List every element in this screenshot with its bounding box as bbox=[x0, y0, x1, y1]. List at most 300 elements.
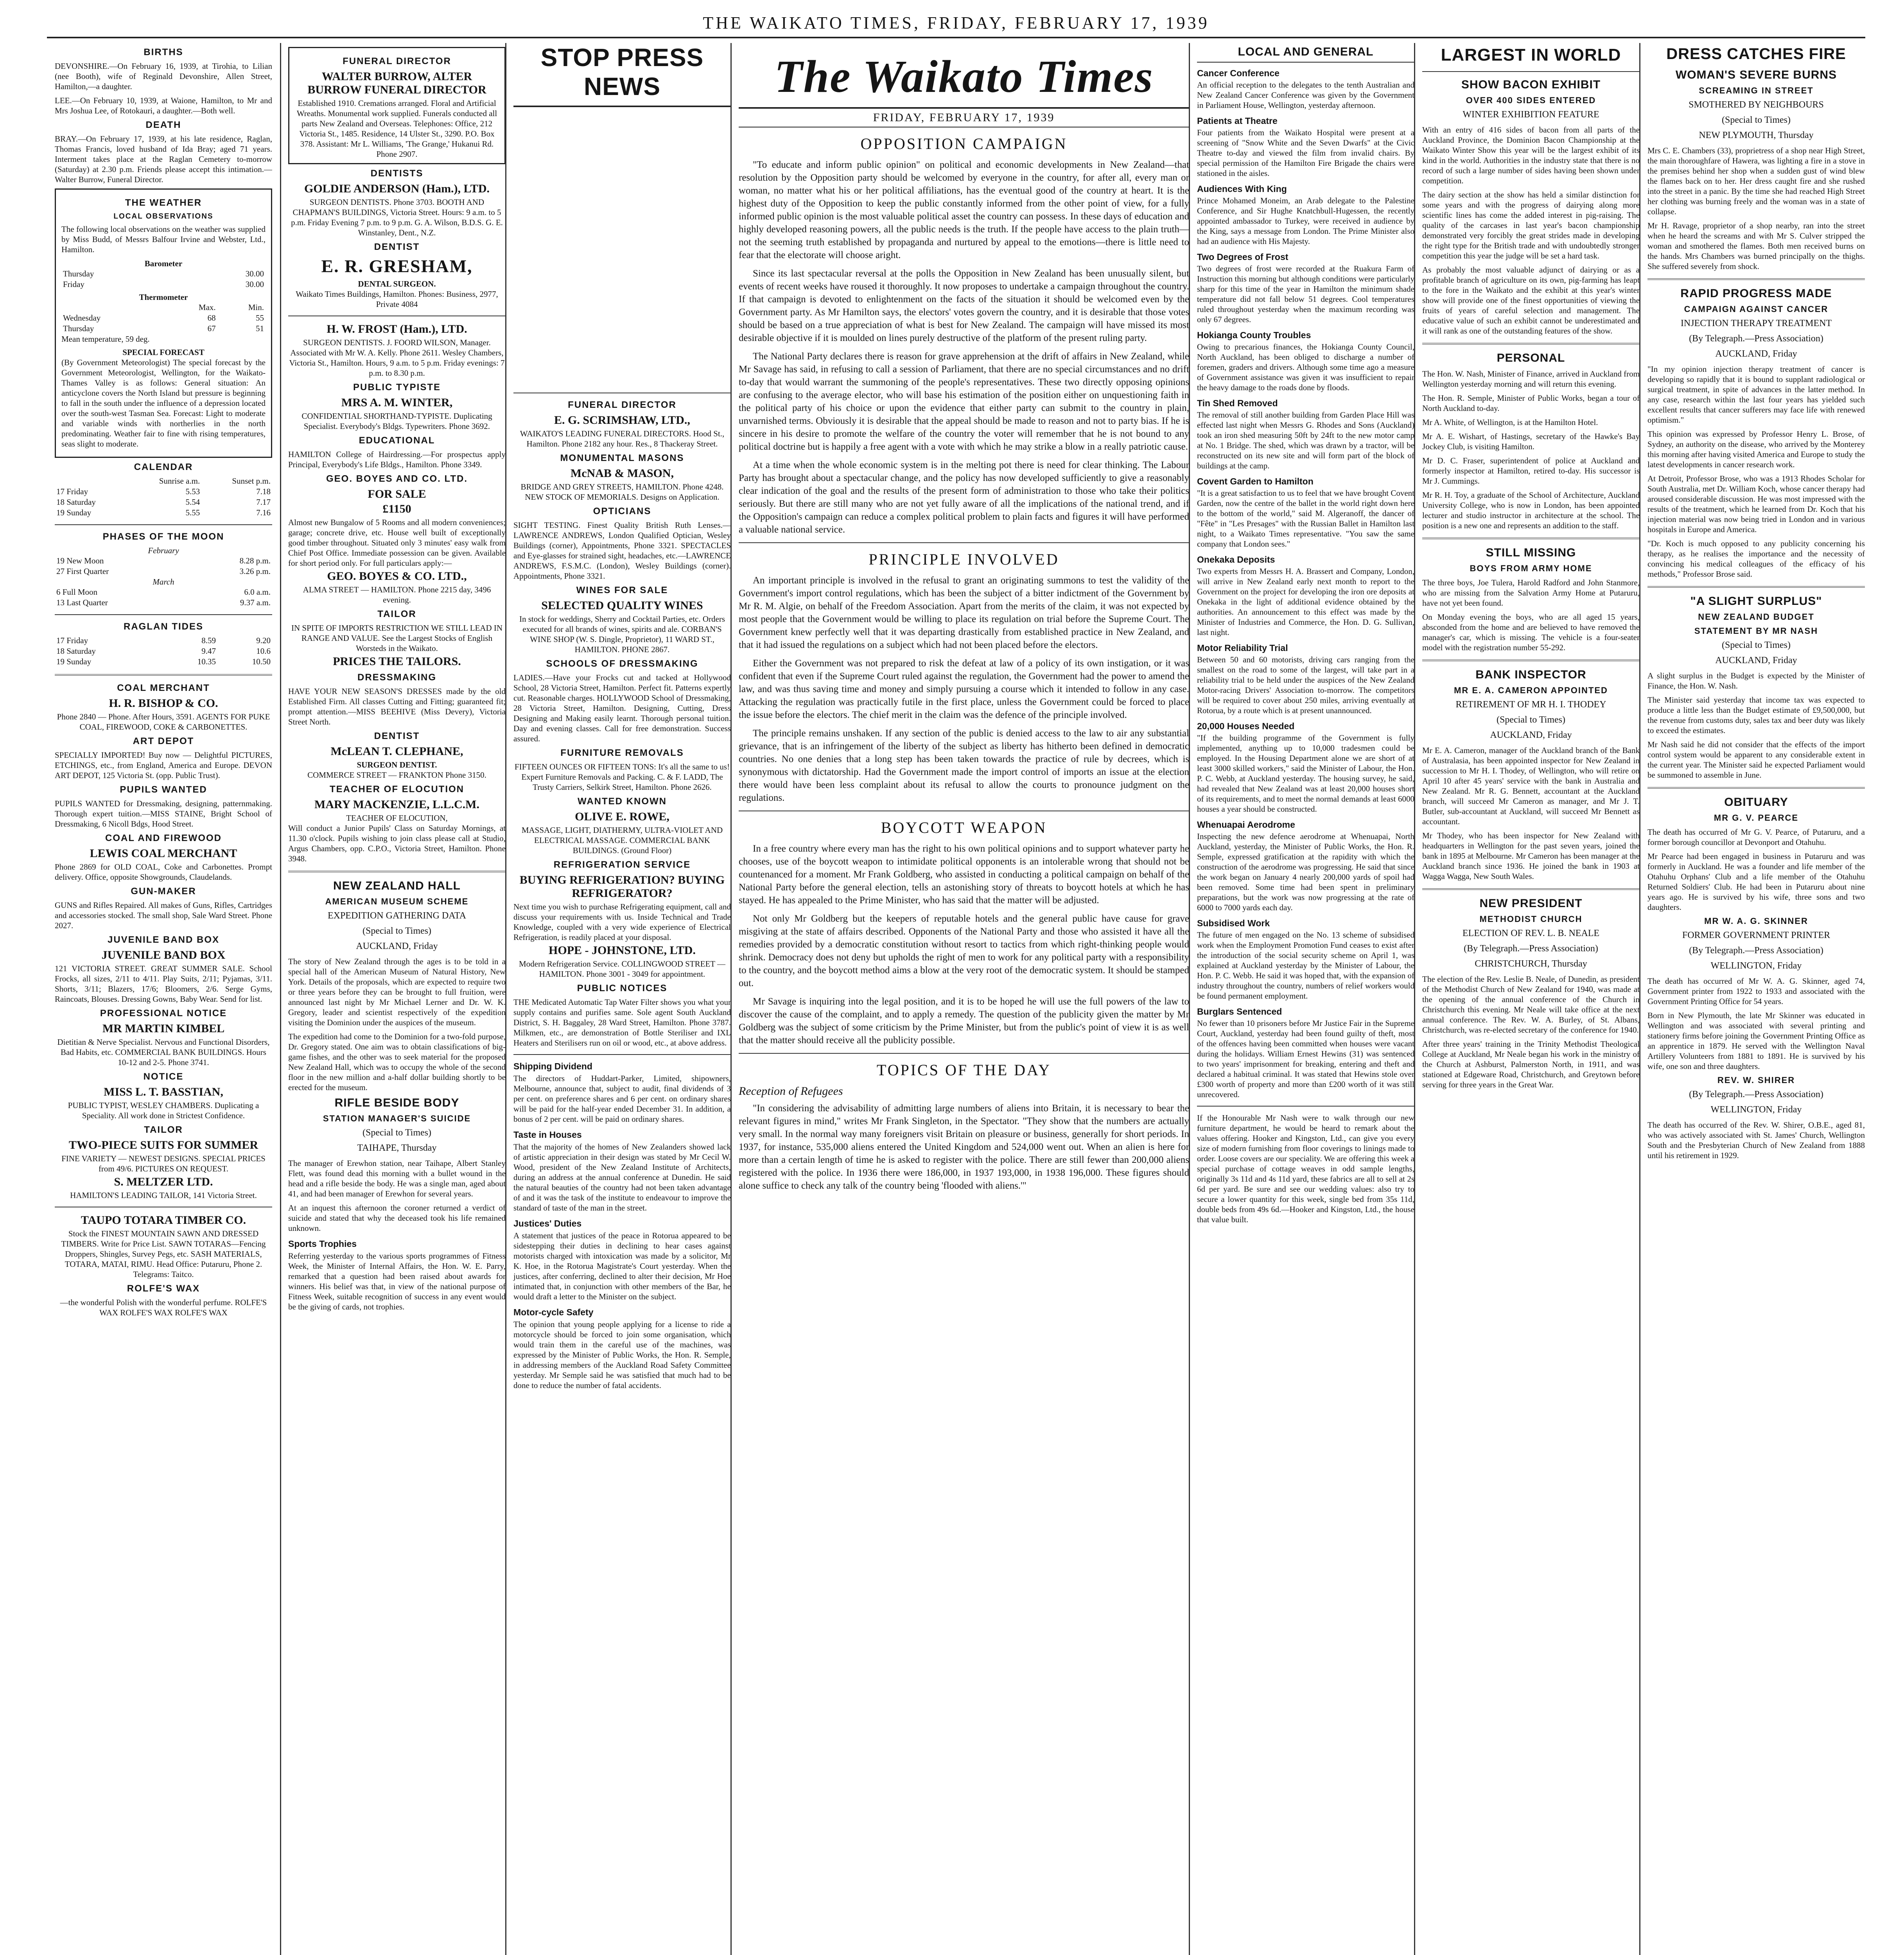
tailor-heading: TAILOR bbox=[144, 1125, 183, 1135]
article-body bbox=[288, 956, 506, 1092]
article-subheadline: NEW ZEALAND BUDGET bbox=[1698, 612, 1814, 622]
column-2 bbox=[280, 43, 506, 1955]
divider bbox=[55, 614, 272, 615]
dentist-heading: DENTIST bbox=[374, 731, 420, 741]
column-1 bbox=[55, 43, 272, 1955]
article-paragraph: The expedition had come to the Dominion for a two-fold purpose, Dr. Gregory stated. One aim was to obtain classifications of big-game fishes, and the other was to seek material for the proposed New Zealand Hall, which was to occupy the whole of the second floor in the new million and a-half dollar building shortly to be erected for the museum. bbox=[288, 1032, 506, 1092]
dentist-address: COMMERCE STREET — FRANKTON Phone 3150. bbox=[307, 770, 486, 780]
opticians-heading: OPTICIANS bbox=[593, 506, 651, 517]
item-body: Inspecting the new defence aerodrome at Whenuapai, North Auckland, yesterday, the Minister of Public Works, the Hon. R. Semple, expressed gratification at the rapidity with which the construction of the aerodrome was progressing. He said that since the work began on January 4 nearly 200,000 yards of spoil had been removed. Some time had been spent in preliminary preparations, but the work was now progressing at the rate of 6000 to 7000 yards each day. bbox=[1197, 832, 1414, 912]
table-row bbox=[55, 597, 272, 608]
tailor-text: IN SPITE OF IMPORTS RESTRICTION WE STILL LEAD IN RANGE AND VALUE. See the Largest Stocks of English Worsteds in the Waikato. bbox=[291, 623, 503, 653]
article-paragraph: On Monday evening the boys, who are all aged 15 years, absconded from the home and are believed to have removed the manager's car, which is missing. The vehicle is a four-seater model with the registration number 55-292. bbox=[1422, 612, 1640, 652]
divider bbox=[1647, 586, 1865, 588]
article-paragraph: At an inquest this afternoon the coroner returned a verdict of suicide and stated that why the deceased took his life remained unknown. bbox=[288, 1203, 506, 1233]
tailor-heading: TAILOR bbox=[377, 609, 416, 619]
editorial-paragraph: Mr Savage is inquiring into the legal position, and it is to be hoped he will use the full powers of the law to discover the cause of the complaint, and to apply a remedy. The question of the publicity given the matter by Mr Goldberg was the subject of some criticism by the Prime Minister, but from the public's point of view it is as well that the matter should receive all the publicity possible. bbox=[739, 996, 1189, 1046]
divider bbox=[1197, 1106, 1414, 1107]
table-cell: 18 Saturday bbox=[56, 646, 96, 656]
elocution-title: TEACHER OF ELOCUTION, bbox=[346, 813, 448, 823]
article-credit: (By Telegraph.—Press Association) bbox=[1464, 943, 1598, 954]
table-cell: 10.50 bbox=[252, 657, 271, 666]
art-text: SPECIALLY IMPORTED! Buy now — Delightful PICTURES, ETCHINGS, etc., from England, America and Europe. DEVON ART DEPOT, 125 Victoria St. (opp. Public Trust). bbox=[55, 750, 272, 780]
topics-body bbox=[739, 1102, 1189, 1192]
item-body: The opinion that young people applying for a license to ride a motorcycle should be forced to join some organisation, which would train them in the careful use of the machines, was expressed by the Minister of Public Works, the Hon. R. Semple, in addressing members of the Auckland Road Safety Committee yesterday. Mr Semple said he was satisfied that much had to be done to reduce the number of fatal accidents. bbox=[513, 1320, 731, 1390]
table-cell: 5.55 bbox=[185, 508, 200, 517]
forecast-text bbox=[61, 357, 266, 449]
art-heading: ART DEPOT bbox=[133, 736, 194, 746]
article-credit: (Special to Times) bbox=[362, 1128, 431, 1138]
item-heading: Burglars Sentenced bbox=[1197, 1006, 1282, 1017]
weather-intro-text: The following local observations on the weather was supplied by Miss Budd, of Messrs Balfour Irvine and Webster, Ltd., Hamilton. bbox=[61, 224, 266, 254]
article-body bbox=[1647, 364, 1865, 579]
page-header-title: THE WAIKATO TIMES, FRIDAY, FEBRUARY 17, 1939 bbox=[703, 13, 1210, 32]
article-subheadline: STATION MANAGER'S SUICIDE bbox=[323, 1114, 471, 1123]
table-cell: 9.20 bbox=[256, 636, 271, 645]
for-sale-text: Almost new Bungalow of 5 Rooms and all modern conveniences; garage; concrete drive, etc. House well built of exceptionally good timber throughout. Situated only 3 minutes' easy walk from Chief Post Office. Immediate possession can be given. Available for short period only. For full particulars apply:— bbox=[288, 518, 506, 568]
article-paragraph: The three boys, Joe Tulera, Harold Radford and John Stanmore, who are missing from the Salvation Army Home at Putaruru, have not yet been found. bbox=[1422, 578, 1640, 608]
table-row bbox=[55, 656, 272, 667]
dentists-heading: DENTISTS bbox=[370, 168, 424, 179]
article-credit: (Special to Times) bbox=[1721, 115, 1791, 125]
item-heading: Tin Shed Removed bbox=[1197, 398, 1278, 408]
column-editorial bbox=[730, 43, 1189, 1955]
funeral-text: Established 1910. Cremations arranged. Floral and Artificial Wreaths. Monumental work supplied. Funerals conducted all parts New Zealand and Overseas. Telephones: Office, 212 Victoria St., 1485. Residence, 14 Ulster St., 3290. P.O. Box 378. Assistant: Mr L. Williams, 'The Grange,' Hukanui Rd. Phone 2907. bbox=[296, 99, 497, 159]
article-paragraph: The death has occurred of Mr G. V. Pearce, of Putaruru, and a former borough councillor at Devonport and Otahuhu. bbox=[1647, 827, 1865, 847]
elocution-heading: TEACHER OF ELOCUTION bbox=[330, 784, 464, 795]
barometer-day: Friday bbox=[63, 280, 84, 289]
editorial-paragraph: The principle remains unshaken. If any section of the public is denied access to the law to air any substantial grievance, that is an infringement of the liberty of the subject as liberty has hitherto been defined in democratic countries. No one denies that a long step has been taken towards the practice of rule by decrees, which is synonymous with dictatorship. Had the Government made the import control of imports an issue at the election there would have been less complaint about its refusal to allow the courts to pronounce judgment on the regulations. bbox=[739, 728, 1189, 803]
editorial-paragraph: At a time when the whole economic system is in the melting pot there is need for clear thinking. The Labour Party has brought about a spectacular change, and the policy has now developed sufficiently to give a reasonably clear indication of the goal and the results of the present form of administration to those who take their politics seriously. But there are still many who are not yet fully aware of all the implications of the national trend, and if the Opposition's campaign can reduce a complex political problem to plain facts and figures it will have performed a valuable national service. bbox=[739, 460, 1189, 535]
table-cell: 6 Full Moon bbox=[56, 587, 98, 597]
article-paragraph: After three years' training in the Trinity Methodist Theological College at Auckland, Mr Neale began his work in the ministry of the Church at Ashburst, Palmerston North, in 1911, and was stationed at Edgeware Road, Christchurch, and Greytown before serving for three years in the Great War. bbox=[1422, 1039, 1640, 1089]
advertorial-body: If the Honourable Mr Nash were to walk through our new furniture department, he would be heard to remark about the values offering. Hooker and Kingston, Ltd., can give you every size of modern furnishing from floor coverings to linings made to order. Loose covers are our speciality. We are offering this week a special purchase of cottage weaves in odd sample lengths, originally 3s 11d and 4s 11d yard, these fabrics are all to sell at 2s 6d per yard. Be sure and see our wedding values: also try to secure a lower quantity for this week, single bed from 35s 11d, double beds from 49s 6d.—Hooker and Kingston, Ltd., the house that value built. bbox=[1197, 1113, 1414, 1224]
funeral-text: WAIKATO'S LEADING FUNERAL DIRECTORS. Hood St., Hamilton. Phone 2182 any hour. Res., 8 Thackeray Street. bbox=[520, 429, 725, 448]
article-paragraph: Born in New Plymouth, the late Mr Skinner was educated in Wellington and was associated with several printing and stationery firms before joining the Government Printing Office as an apprentice in 1879. He served with the Wellington Naval Artillery Volunteers from 1881 to 1891. He is survived by his wife, one son and three daughters. bbox=[1647, 1011, 1865, 1071]
article-subheadline: INJECTION THERAPY TREATMENT bbox=[1680, 318, 1832, 328]
dentist-title: SURGEON DENTIST. bbox=[357, 760, 437, 769]
notice-text: PUBLIC TYPIST, WESLEY CHAMBERS. Duplicating a Speciality. All work done in Strictest Confidence. bbox=[68, 1101, 259, 1120]
divider bbox=[288, 871, 506, 872]
birth-notice: LEE.—On February 10, 1939, at Waione, Hamilton, to Mr and Mrs Joshua Lee, of Rotokauri, a daughter.—Both well. bbox=[55, 96, 272, 115]
item-heading: Shipping Dividend bbox=[513, 1061, 592, 1071]
article-dateline: AUCKLAND, Friday bbox=[356, 941, 438, 951]
editorial-paragraph: The National Party declares there is reason for grave apprehension at the drift of affairs in New Zealand, while Mr Savage has said, in refusing to call a session of Parliament, that there are no special circumstances and no drift to-day that would warrant the summoning of the people's representatives. These two directly opposing opinions are confusing to the average elector, who will base his estimation of the position either on unquestioning faith in the political party of his choice or upon the evidence that either party can submit to the country in plain, unvarnished terms. Obviously it is desirable that the appeal should be made to reason and not to party bias. If he is sincere in his desire to promote the welfare of the country the voter will remember that he is not bound to any political doctrine but is happily a free agent with a vote with which he may strike a blow in a really patriotic cause. bbox=[739, 351, 1189, 452]
notice-advertiser: MISS L. T. BASSTIAN, bbox=[104, 1085, 223, 1098]
topics-paragraph: "In considering the advisability of admitting large numbers of aliens into Britain, it is necessary to bear the relevant figures in mind," writes Mr Frank Singleton, in the Spectator. "They show that the numbers are actually very small. In the normal way many foreigners visit Britain on pleasure or business, generally for short periods. In 1937, for instance, 535,000 aliens entered the United Kingdom and 524,000 went out. When an alien is here for more than a certain length of time he is asked to register with the police. There are still fewer than 200,000 aliens registered with the police. In 1936 there were 186,000, in 1937 193,000, in 1938 196,000. These figures should alone suffice to check any talk of the country being 'flooded with aliens.'" bbox=[739, 1103, 1189, 1191]
article-paragraph: The Minister said yesterday that income tax was expected to produce a little less than the Budget estimate of £9,500,000, but the revenue from customs duty, sales tax and beer duty was likely to exceed the estimates. bbox=[1647, 695, 1865, 735]
article-body bbox=[1422, 974, 1640, 1090]
article-headline: DRESS CATCHES FIRE bbox=[1666, 45, 1846, 63]
table-row bbox=[61, 313, 266, 323]
item-heading: Whenuapai Aerodrome bbox=[1197, 820, 1295, 830]
article-dateline: AUCKLAND, Friday bbox=[1715, 655, 1797, 665]
tides-heading: RAGLAN TIDES bbox=[124, 621, 203, 632]
masthead-logo: The Waikato Times bbox=[774, 51, 1154, 102]
item-heading: Taste in Houses bbox=[513, 1130, 582, 1140]
editorial-paragraph: In a free country where every man has the right to his own political opinions and to support whatever party he chooses, use of the boycott weapon to intimidate political opponents is an intolerable wrong that should not be countenanced for a moment. Mr Frank Goldberg, who assisted in conducting a political campaign on behalf of the National Party before the general election, tells an astonishing story of threats to boycott hotels at which he has stayed. He has appealed to the Prime Minister, who has said that the matter will be adjusted. bbox=[739, 843, 1189, 906]
removals-text: FIFTEEN OUNCES OR FIFTEEN TONS: It's all the same to us! Expert Furniture Removals and Packing. C. & F. LADD, The Trusty Carriers, Selkirk Street, Hamilton. Phone 2626. bbox=[514, 762, 730, 792]
item-body: Between 50 and 60 motorists, driving cars ranging from the smallest on the road to some of the largest, will take part in a reliability trial to be held under the auspices of the New Zealand Motor-racing Drivers' Association to-morrow. The competitors will be required to cover about 250 miles, arriving eventually at Rotorua, by a route which is at present unannounced. bbox=[1197, 655, 1414, 715]
divider bbox=[1422, 660, 1640, 661]
table-cell: Thursday bbox=[63, 324, 94, 333]
article-paragraph: Mr E. A. Cameron, manager of the Auckland branch of the Bank of Australasia, has been appointed inspector for New Zealand in succession to Mr H. I. Thodey, of Wellington, who will retire on April 10 after 45 years' service with the bank in Australia and New Zealand. Mr R. G. Bennett, accountant at the Auckland branch, will succeed Mr Cameron as manager, and Mr J. T. Butler, sub-accountant at Auckland, will succeed Mr Bennett as accountant. bbox=[1422, 746, 1640, 826]
item-heading: Audiences With King bbox=[1197, 184, 1287, 194]
item-heading: Subsidised Work bbox=[1197, 918, 1270, 928]
article-subheadline: WINTER EXHIBITION FEATURE bbox=[1463, 109, 1599, 120]
refrigeration-text: Next time you wish to purchase Refrigerating equipment, call and discuss your requirements with us. Inside Technical and Trade Knowledge, coupled with a very wide experience of Electrical Refrigeration, is readily placed at your disposal. bbox=[513, 902, 731, 942]
dentist-text: SURGEON DENTISTS. J. FOORD WILSON, Manager. Associated with Mr W. A. Kelly. Phone 2611. Wesley Chambers, Victoria St., Hamilton. Hours, 9 a.m. to 5 p.m. Friday evenings: 7 p.m. to 8.30 p.m. bbox=[289, 338, 505, 378]
weather-subheading: LOCAL OBSERVATIONS bbox=[113, 212, 214, 221]
personal-items bbox=[1422, 369, 1640, 531]
juvenile-text: 121 VICTORIA STREET. GREAT SUMMER SALE. School Frocks, all sizes, 2/11 to 4/11. Play Suits, 2/11; Pyjamas, 3/11. Shorts, 3/11; Blazers, 17/6; Bloomers, 2/6. Serge Gyms, Raincoats, Blouses. Dressing Gowns, Baby Wear. Send for list. bbox=[55, 964, 272, 1004]
divider bbox=[739, 1053, 1189, 1054]
article-body bbox=[1422, 578, 1640, 653]
for-sale-address: ALMA STREET — HAMILTON. Phone 2215 day, 3496 evening. bbox=[303, 585, 491, 604]
barometer-value: 30.00 bbox=[245, 269, 264, 278]
educational-heading: EDUCATIONAL bbox=[359, 435, 435, 446]
table-cell: 5.53 bbox=[185, 487, 200, 496]
forecast-heading: SPECIAL FORECAST bbox=[122, 348, 205, 357]
item-body: The future of men engaged on the No. 13 scheme of subsidised work when the Employment Promotion Fund ceases to exist after the introduction of the social security scheme on April 1, was explained at Auckland yesterday by the Minister of Labour, the Hon. P. C. Webb. He said it was hoped that, with the expansion of industry throughout the country, numbers of relief workers would be found permanent employment. bbox=[1197, 930, 1414, 1001]
item-body: The directors of Huddart-Parker, Limited, shipowners, Melbourne, announce that, subject to audit, final dividends of 3 per cent. on preference shares and 6 per cent. on ordinary shares will be paid for the half-year ended December 31. In addition, a bonus of 2 per cent. will be paid on ordinary shares. bbox=[513, 1074, 731, 1124]
divider bbox=[55, 674, 272, 676]
table-row bbox=[61, 269, 266, 279]
tailor-text: FINE VARIETY — NEWEST DESIGNS. SPECIAL PRICES from 49/6. PICTURES ON REQUEST. bbox=[61, 1154, 266, 1173]
moon-table-february bbox=[55, 556, 272, 577]
table-cell: 68 bbox=[207, 313, 216, 323]
article-paragraph: Mrs C. E. Chambers (33), proprietress of a shop near High Street, the main thoroughfare of Hawera, was lighting a fire in a stove in the premises behind her shop when a sudden gust of wind blew the flames back on to her. Her dress caught fire and she rushed into the street in a panic. By the time she had reached High Street her clothing was burning freely and the woman was in a state of collapse. bbox=[1647, 146, 1865, 216]
table-row bbox=[61, 279, 266, 290]
notice-heading: NOTICE bbox=[143, 1071, 184, 1082]
article-paragraph: Mr Pearce had been engaged in business in Putaruru and was formerly in Auckland. He was a founder and life member of the Otahuhu Orphans' Club and a life member of the Otahuhu Returned Soldiers' Club. He had been in Putaruru about nine years ago. He is survived by his wife, three sons and two daughters. bbox=[1647, 852, 1865, 912]
table-cell: 13 Last Quarter bbox=[56, 598, 108, 607]
item-body: Owing to precarious finances, the Hokianga County Council, North Auckland, has been obliged to discharge a number of foremen, graders and drivers. Although some time ago a measure of Government assistance was given it was insufficient to repair the heavy damage to the roads done by floods. bbox=[1197, 342, 1414, 392]
article-subheadline: REV. W. SHIRER bbox=[1717, 1075, 1795, 1085]
article-subheadline: AMERICAN MUSEUM SCHEME bbox=[325, 897, 469, 906]
refrigeration-advertiser: BUYING REFRIGERATION? BUYING REFRIGERATOR? bbox=[519, 873, 725, 900]
item-body: "If the building programme of the Government is fully implemented, anything up to 10,000 tradesmen could be employed. In the Housing Department alone we are short of at least 3000 skilled workers," said the Minister of Labour, the Hon. P. C. Webb, at Auckland yesterday. The housing survey, he said, had revealed that New Zealand was at least 20,000 houses short of its requirements, and to meet the normal demands at least 6000 houses a year should be constructed. bbox=[1197, 733, 1414, 814]
divider bbox=[513, 1054, 731, 1055]
article-body bbox=[1647, 671, 1865, 780]
refrigeration-advertiser-2: HOPE - JOHNSTONE, LTD. bbox=[549, 944, 696, 957]
calendar-table bbox=[55, 476, 272, 518]
item-heading: Sports Trophies bbox=[288, 1239, 357, 1249]
elocution-advertiser: MARY MACKENZIE, L.L.C.M. bbox=[314, 798, 479, 811]
item-heading: Two Degrees of Frost bbox=[1197, 252, 1288, 262]
death-notice bbox=[55, 134, 272, 185]
item-body: The removal of still another building from Garden Place Hill was effected last night when Messrs G. Rhodes and Sons (Auckland) took an iron shed measuring 50ft by 24ft to the new motor camp at No. 1 Bridge. The shed, which was drawn by a tractor, will be reconstructed on its new site and will form part of the block of buildings at the camp. bbox=[1197, 410, 1414, 470]
moon-month: March bbox=[153, 577, 174, 586]
article-paragraph: Mr H. Ravage, proprietor of a shop nearby, ran into the street when he heard the screams and with Mr S. Culver stripped the woman and smothered the flames. Both men received burns on the hands. Mrs Chambers was burned principally on the thighs. She suffered severely from shock. bbox=[1647, 221, 1865, 271]
column-header bbox=[61, 302, 165, 313]
table-cell: 55 bbox=[256, 313, 264, 323]
item-body: Two experts from Messrs H. A. Brassert and Company, London, will arrive in New Zealand early next month to report to the Government on the project for developing the iron ore deposits at Onekaka in the light of additional evidence obtained by the authorities. An announcement to this effect was made by the Minister of Industries and Commerce, the Hon. D. G. Sullivan, last night. bbox=[1197, 567, 1414, 637]
column-header: Min. bbox=[248, 303, 264, 312]
article-dateline: CHRISTCHURCH, Thursday bbox=[1475, 959, 1587, 969]
article-subheadline: ELECTION OF REV. L. B. NEALE bbox=[1462, 928, 1600, 938]
article-dateline: WELLINGTON, Friday bbox=[1710, 961, 1802, 971]
article-subheadline: METHODIST CHURCH bbox=[1479, 914, 1583, 924]
article-headline: NEW ZEALAND HALL bbox=[333, 879, 461, 892]
article-body bbox=[1647, 1120, 1865, 1160]
article-dateline: TAIHAPE, Thursday bbox=[357, 1143, 437, 1153]
table-header-row bbox=[61, 302, 266, 313]
thermometer-table bbox=[61, 302, 266, 334]
professional-advertiser: MR MARTIN KIMBEL bbox=[102, 1022, 225, 1035]
article-paragraph: Mr Thodey, who has been inspector for New Zealand with headquarters in Wellington for the past seven years, joined the bank in 1895 at Melbourne. Mr Cameron has been manager at the Auckland branch since 1936. He joined the bank in 1903 at Wagga Wagga, New South Wales. bbox=[1422, 831, 1640, 881]
table-row bbox=[55, 556, 272, 566]
article-credit: (By Telegraph.—Press Association) bbox=[1689, 334, 1823, 344]
article-subheadline: EXPEDITION GATHERING DATA bbox=[327, 911, 467, 921]
article-paragraph: The death has occurred of the Rev. W. Shirer, O.B.E., aged 81, who was actively associated with St. James' Church, Wellington South and the Presbyterian Church of New Zealand from 1888 until his retirement in 1929. bbox=[1647, 1120, 1865, 1160]
table-row bbox=[55, 508, 272, 518]
weather-heading: THE WEATHER bbox=[125, 197, 202, 208]
table-row bbox=[55, 635, 272, 646]
funeral-director-ad bbox=[288, 47, 506, 164]
barometer-heading: Barometer bbox=[144, 259, 183, 268]
editorial-paragraph: "To educate and inform public opinion" on political and economic developments in New Zealand—that resolution by the Opposition party should be welcomed by everyone in the country, for after all, every man or woman, no matter what his or her political affiliations, has the eventual good of the country at heart. It is the highest duty of the Opposition to keep the public constantly informed from the other point of view, for a fully informed public opinion is the most valuable political asset the country can possess. In these days of education and highly developed reasoning powers, all the public needs is the truth. If the people have access to the plain truth—not the seeming truth established by propaganda and nurtured by appeal to the emotions—there is little need to fear that the electorate will choose aright. bbox=[739, 160, 1189, 260]
column-local-general bbox=[1189, 43, 1414, 1955]
public-notices-text: THE Medicated Automatic Tap Water Filter shows you what your supply contains and purifies same. Sole agent South Auckland District, S. H. Baggaley, 28 Ward Street, Hamilton. Phone 3787. Milkmen, etc., are demonstration of Bottle Steriliser and IXL Heaters and Sterilisers run on oil or wood, etc., at above address. bbox=[513, 997, 731, 1047]
table-cell: 17 Friday bbox=[56, 636, 88, 645]
typist-advertiser: MRS A. M. WINTER, bbox=[341, 396, 453, 409]
article-paragraph: The election of the Rev. Leslie B. Neale, of Dunedin, as president of the Methodist Church of New Zealand for 1940, was made at the opening of the annual conference of the Church in Christchurch this evening. Mr Neale will take office at the next annual conference. The Rev. W. A. Burley, of St. Albans, Christchurch, was re-elected secretary of the conference for 1940. bbox=[1422, 974, 1640, 1035]
monumental-heading: MONUMENTAL MASONS bbox=[560, 453, 684, 463]
table-cell: 9.37 a.m. bbox=[240, 598, 271, 607]
article-headline: RAPID PROGRESS MADE bbox=[1680, 287, 1832, 300]
dentist-heading: DENTIST bbox=[374, 242, 420, 252]
public-notices-heading: PUBLIC NOTICES bbox=[577, 983, 668, 994]
monumental-advertiser: McNAB & MASON, bbox=[570, 467, 674, 480]
table-row bbox=[55, 587, 272, 597]
item-heading: Patients at Theatre bbox=[1197, 116, 1278, 126]
table-cell: 7.17 bbox=[256, 497, 271, 507]
column-header: Sunrise a.m. bbox=[159, 476, 200, 486]
coal-text: Phone 2840 — Phone. After Hours, 3591. AGENTS FOR PUKE COAL, FIREWOOD, COKE & CARBONETTES. bbox=[57, 712, 270, 732]
educational-text: HAMILTON College of Hairdressing.—For prospectus apply Principal, Everybody's Life Bldgs., Hamilton. Phone 3349. bbox=[288, 450, 506, 469]
wines-advertiser: SELECTED QUALITY WINES bbox=[541, 599, 703, 612]
mean-temperature: Mean temperature, 59 deg. bbox=[61, 334, 150, 344]
article-paragraph: With an entry of 416 sides of bacon from all parts of the Auckland Province, the Dominion Bacon Championship at the Waikato Winter Show this year will be the largest exhibit of its kind in the world. Authorities in the industry state that there is no record of such a large number of sides having been shown under competition. bbox=[1422, 125, 1640, 185]
editorial-title: PRINCIPLE INVOLVED bbox=[869, 551, 1059, 568]
article-credit: (By Telegraph.—Press Association) bbox=[1689, 1089, 1823, 1099]
column-header: Sunset p.m. bbox=[232, 476, 271, 486]
wines-heading: WINES FOR SALE bbox=[576, 585, 668, 595]
article-credit: (Special to Times) bbox=[362, 926, 431, 936]
item-heading: Covent Garden to Hamilton bbox=[1197, 476, 1314, 486]
local-items bbox=[1197, 68, 1414, 1225]
personal-paragraph: Mr A. E. Wishart, of Hastings, secretary of the Hawke's Bay Jockey Club, is visiting Hamilton. bbox=[1422, 432, 1640, 451]
article-body bbox=[1422, 745, 1640, 881]
article-headline: BANK INSPECTOR bbox=[1475, 668, 1586, 681]
item-body: Two degrees of frost were recorded at the Ruakura Farm of Instruction this morning but although conditions were particularly sharp for this time of the year in Hamilton the minimum shade temperature did not fall below 51 degrees. Cool temperatures ruled throughout yesterday when the maximum recording was only 67 degrees. bbox=[1197, 264, 1414, 324]
item-body: That the majority of the homes of New Zealanders showed lack of artistic appreciation in their design was stated by Mr Cecil W. Wood, president of the New Zealand Institute of Architects, during an address at the annual conference at Dunedin. He said the natural beauties of the country had not been taken advantage of and it was the task of the institute to endeavour to improve the standard of taste of the man in the street. bbox=[513, 1142, 731, 1212]
article-subheadline: MR E. A. CAMERON APPOINTED bbox=[1454, 685, 1608, 695]
refrigeration-heading: REFRIGERATION SERVICE bbox=[553, 859, 691, 870]
table-header-row bbox=[55, 476, 272, 486]
article-body bbox=[1422, 125, 1640, 336]
dentist-title: DENTAL SURGEON. bbox=[358, 279, 436, 289]
item-heading: Motor-cycle Safety bbox=[513, 1307, 594, 1317]
table-cell: Wednesday bbox=[63, 313, 101, 323]
for-sale-heading: GEO. BOYES AND CO. LTD. bbox=[326, 474, 468, 484]
article-body bbox=[1647, 827, 1865, 912]
article-subheadline: BOYS FROM ARMY HOME bbox=[1470, 563, 1592, 573]
item-heading: Hokianga County Troubles bbox=[1197, 330, 1311, 340]
article-paragraph: A slight surplus in the Budget is expected by the Minister of Finance, the Hon. W. Nash. bbox=[1647, 671, 1865, 691]
item-body: Four patients from the Waikato Hospital were present at a screening of "Snow White and the Seven Dwarfs" at the Civic Theatre to-day and viewed the film from invalid chairs. By special permission of the Hamilton Fire Brigade the chairs were stationed in the aisles. bbox=[1197, 128, 1414, 178]
gun-text: GUNS and Rifles Repaired. All makes of Guns, Rifles, Cartridges and accessories stocked. The small shop, Sale Ward Street. Phone 2027. bbox=[55, 900, 272, 930]
table-cell: 18 Saturday bbox=[56, 497, 96, 507]
moon-table-march bbox=[55, 587, 272, 608]
table-cell: 19 Sunday bbox=[56, 657, 92, 666]
article-paragraph: The dairy section at the show has held a similar distinction for some years and with the progress of dairying along more scientific lines has come the added interest in pig-raising. The quality of the carcases in last year's bacon championship demonstrated very forcibly the great strides made in developing the right type for the British trade and with undoubtedly stronger competition this year the judge will be set a hard task. bbox=[1422, 190, 1640, 260]
stop-press-heading: STOP PRESS NEWS bbox=[513, 43, 731, 107]
divider bbox=[1422, 71, 1640, 72]
article-headline: LARGEST IN WORLD bbox=[1441, 45, 1621, 65]
article-paragraph: Mr Nash said he did not consider that the effects of the import control system would be apparent to any considerable extent in the current year. The Minister said he expected Parliament would be summoned to assemble in June. bbox=[1647, 740, 1865, 780]
divider bbox=[1422, 888, 1640, 890]
professional-heading: PROFESSIONAL NOTICE bbox=[100, 1008, 227, 1019]
article-body bbox=[288, 1158, 506, 1233]
editorial-paragraph: An important principle is involved in the refusal to grant an originating summons to test the validity of the Government's import control regulations, which has been the subject of a bitter indictment of the Government by Mr R. M. Algie, on behalf of the Freedom Association. Apart from the merits of the claim, it was not expected by most people that the Government would be willing to place its regulation on trial before the Supreme Court. The Government knew perfectly well that it was departing drastically from established practice in New Zealand, and that it had issued the regulations on a subject which had not been placed before the electors. bbox=[739, 575, 1189, 650]
topics-subheading: Reception of Refugees bbox=[739, 1085, 843, 1098]
article-credit: (By Telegraph.—Press Association) bbox=[1689, 945, 1823, 956]
gun-heading: GUN-MAKER bbox=[131, 886, 196, 897]
personal-paragraph: Mr D. C. Fraser, superintendent of police at Auckland and formerly inspector at Hamilton, retired to-day. His successor is Mr J. Cummings. bbox=[1422, 456, 1640, 486]
article-paragraph: The death has occurred of Mr W. A. G. Skinner, aged 74, Government printer from 1922 to 1933 and associated with the Government Printing Office for 54 years. bbox=[1647, 976, 1865, 1006]
wanted-heading: WANTED KNOWN bbox=[578, 796, 667, 807]
item-body: Referring yesterday to the various sports programmes of Fitness Week, the Minister of Internal Affairs, the Hon. W. E. Parry, remarked that a question had been raised about awards for winners. His belief was that, in view of the national purpose of Fitness Week, suitable recognition of success in any event would be the giving of cards, not trophies. bbox=[288, 1251, 506, 1311]
pupils-text: PUPILS WANTED for Dressmaking, designing, patternmaking. Thorough expert tuition.—MISS STAINE, Bright School of Dressmaking, 6 Nicoll Bdgs, Hood Street. bbox=[55, 799, 272, 829]
table-cell: 27 First Quarter bbox=[56, 567, 109, 576]
column-6 bbox=[1414, 43, 1640, 1955]
article-headline: STILL MISSING bbox=[1486, 546, 1576, 559]
table-cell: 51 bbox=[256, 324, 264, 333]
juvenile-advertiser: JUVENILE BAND BOX bbox=[101, 949, 226, 961]
refrigeration-text-2: Modern Refrigeration Service. COLLINGWOOD STREET — HAMILTON. Phone 3001 - 3049 for appointment. bbox=[519, 959, 725, 979]
barometer-table bbox=[61, 269, 266, 290]
personal-paragraph: Mr A. White, of Wellington, is at the Hamilton Hotel. bbox=[1422, 418, 1598, 427]
article-subheadline: SHOW BACON EXHIBIT bbox=[1461, 78, 1601, 91]
table-cell: 5.54 bbox=[185, 497, 200, 507]
opticians-text: SIGHT TESTING. Finest Quality British Ruth Lenses.—LAWRENCE ANDREWS, London Qualified Optician, Wesley Buildings (corner), Appointments, Phone 3321. SPECTACLES and Eye-glasses for strained sight, headaches, etc.—LAWRENCE ANDREWS, F.S.M.C. (London), Wesley Buildings (corner). Appointments, Phone 3321. bbox=[513, 520, 731, 581]
table-cell: 9.47 bbox=[201, 646, 216, 656]
dressmaking-schools-heading: SCHOOLS OF DRESSMAKING bbox=[546, 658, 698, 669]
article-subheadline: RETIREMENT OF MR H. I. THODEY bbox=[1455, 699, 1606, 710]
dentist-advertiser: E. R. GRESHAM, bbox=[321, 256, 473, 276]
column-header: Max. bbox=[198, 303, 216, 312]
personal-paragraph: Mr R. H. Toy, a graduate of the School of Architecture, Auckland University College, who is now in London, has been appointed lecturer and studio instructor in architecture at the school. The position is a new one and represents an addition to the staff. bbox=[1422, 490, 1640, 530]
section-title: LOCAL AND GENERAL bbox=[1197, 45, 1414, 63]
article-subheadline: WOMAN'S SEVERE BURNS bbox=[1675, 68, 1837, 81]
article-headline: RIFLE BESIDE BODY bbox=[334, 1096, 459, 1109]
article-subheadline: CAMPAIGN AGAINST CANCER bbox=[1684, 304, 1829, 314]
divider bbox=[739, 542, 1189, 543]
table-row bbox=[55, 646, 272, 656]
death-heading: DEATH bbox=[145, 120, 181, 130]
editorial-title: BOYCOTT WEAPON bbox=[881, 819, 1047, 836]
table-row bbox=[55, 566, 272, 577]
wax-heading: ROLFE'S WAX bbox=[127, 1283, 200, 1294]
pupils-heading: PUPILS WANTED bbox=[120, 784, 207, 795]
divider bbox=[1647, 787, 1865, 789]
table-cell: 10.35 bbox=[197, 657, 216, 666]
item-heading: Motor Reliability Trial bbox=[1197, 643, 1288, 653]
article-subheadline: SMOTHERED BY NEIGHBOURS bbox=[1689, 100, 1824, 110]
dressmaking-schools-text: LADIES.—Have your Frocks cut and tacked at Hollywood School, 28 Victoria Street, Hamilton. Perfect fit. Patterns expertly cut. Reasonable charges. HOLLYWOOD School of Dressmaking, 28 Victoria Street, Hamilton. Designing, Cutting, Dress Designing and Making easily learnt. Thorough personal tuition. Day and evening classes. Call for free demonstration. Success assured. bbox=[513, 673, 731, 743]
elocution-text: Will conduct a Junior Pupils' Class on Saturday Mornings, at 11.30 o'clock. Pupils wishing to join class please call at Studio, Argus Chambers, opp. C.P.O., Victoria Street, Hamilton. Phone 3948. bbox=[288, 823, 506, 863]
table-cell: 3.26 p.m. bbox=[239, 567, 271, 576]
dentist-advertiser: McLEAN T. CLEPHANE, bbox=[330, 745, 463, 758]
table-row bbox=[61, 323, 266, 334]
article-subheadline: OVER 400 SIDES ENTERED bbox=[1466, 95, 1596, 105]
editorial-title: OPPOSITION CAMPAIGN bbox=[860, 135, 1068, 152]
article-paragraph: The manager of Erewhon station, near Taihape, Albert Stanley Flett, was found dead this morning with a bullet wound in the head and a rifle beside the body. He was a single man, aged about 41, and had been manager of Erewhon for several years. bbox=[288, 1159, 506, 1198]
table-cell: 7.16 bbox=[256, 508, 271, 517]
article-body bbox=[1647, 145, 1865, 271]
item-heading: Justices' Duties bbox=[513, 1218, 582, 1229]
article-credit: (Special to Times) bbox=[1496, 715, 1565, 725]
removals-heading: FURNITURE REMOVALS bbox=[560, 748, 684, 758]
table-cell: 8.59 bbox=[201, 636, 216, 645]
editorial-body bbox=[739, 574, 1189, 804]
tailor-advertiser: TWO-PIECE SUITS FOR SUMMER bbox=[68, 1139, 258, 1151]
editorial-dateline: FRIDAY, FEBRUARY 17, 1939 bbox=[873, 111, 1055, 124]
coal-heading: COAL MERCHANT bbox=[117, 683, 210, 693]
wanted-text: MASSAGE, LIGHT, DIATHERMY, ULTRA-VIOLET AND ELECTRICAL MASSAGE. COMMERCIAL BANK BUILDINGS. (Ground Floor) bbox=[521, 825, 723, 855]
table-cell: 6.0 a.m. bbox=[244, 587, 271, 597]
tailor-advertiser: PRICES THE TAILORS. bbox=[333, 655, 461, 668]
table-cell: 19 New Moon bbox=[56, 556, 104, 565]
dentist-text: SURGEON DENTISTS. Phone 3703. BOOTH AND CHAPMAN'S BUILDINGS, Victoria Street. Hours: 9 a.m. to 5 p.m. Friday Evening 7 p.m. to 9 p.m. G. A. Wilson, B.D.S. G. E. Winstanley, Dent., N.Z. bbox=[291, 197, 503, 237]
typist-heading: PUBLIC TYPISTE bbox=[353, 382, 441, 393]
table-cell: 10.6 bbox=[256, 646, 271, 656]
dentist-advertiser: GOLDIE ANDERSON (Ham.), LTD. bbox=[304, 182, 490, 195]
page-header bbox=[47, 9, 1865, 38]
article-credit: (Special to Times) bbox=[1721, 640, 1791, 650]
dressmaking-heading: DRESSMAKING bbox=[357, 672, 436, 683]
item-heading: Onekaka Deposits bbox=[1197, 554, 1275, 565]
editorial-paragraph: Since its last spectacular reversal at the polls the Opposition in New Zealand has been unusually silent, but events of recent weeks have roused it thoroughly. It now proposes to undertake a campaign throughout the country. If that campaign is devoted to enlightenment on the facts of the situation it should be welcomed even by the Government party. As Mr Hamilton says, the electors' votes govern the country, and it is desirable that those votes should be based on a true appreciation of what is best for New Zealand. The campaign will have missed its most desirable objective if it is moulded on lines purely destructive of the platform of the present ruling party. bbox=[739, 268, 1189, 343]
column-3 bbox=[505, 43, 731, 1955]
article-subheadline: FORMER GOVERNMENT PRINTER bbox=[1682, 930, 1830, 940]
tailor-text-2: HAMILTON'S LEADING TAILOR, 141 Victoria Street. bbox=[70, 1191, 257, 1200]
table-cell: 19 Sunday bbox=[56, 508, 92, 517]
article-dateline: NEW PLYMOUTH, Thursday bbox=[1699, 130, 1814, 140]
editorial-body bbox=[739, 158, 1189, 536]
funeral-heading: FUNERAL DIRECTOR bbox=[343, 56, 451, 66]
column-header bbox=[55, 476, 127, 486]
births-list bbox=[55, 61, 272, 116]
article-subheadline: MR W. A. G. SKINNER bbox=[1704, 916, 1808, 926]
wines-text: In stock for weddings, Sherry and Cocktail Parties, etc. Orders executed for all brands of wines, spirits and ale. CORBAN'S WINE SHOP (W. S. Dingle, Proprietor), 11 WARD ST., HAMILTON. PHONE 2867. bbox=[519, 614, 725, 654]
stop-press-space bbox=[513, 113, 731, 386]
table-cell: 17 Friday bbox=[56, 487, 88, 496]
coalwood-advertiser: LEWIS COAL MERCHANT bbox=[90, 847, 237, 860]
weather-box bbox=[55, 188, 272, 458]
for-sale-title: FOR SALE bbox=[368, 488, 426, 500]
tailor-advertiser-2: S. MELTZER LTD. bbox=[114, 1175, 213, 1188]
divider bbox=[1647, 278, 1865, 280]
death-text: BRAY.—On February 17, 1939, at his late residence, Raglan, Thomas Francis, loved husband of Ida Bray; aged 71 years. Interment takes place at the Raglan Cemetery to-morrow (Saturday) at 2.30 p.m. Friends please accept this intimation.—Walter Burrow, Funeral Director. bbox=[55, 134, 272, 184]
wanted-advertiser: OLIVE E. ROWE, bbox=[575, 810, 669, 823]
article-subheadline: STATEMENT BY MR NASH bbox=[1694, 626, 1818, 636]
funeral-advertiser: WALTER BURROW, ALTER BURROW FUNERAL DIRECTOR bbox=[307, 70, 486, 96]
divider bbox=[1422, 538, 1640, 539]
barometer-value: 30.00 bbox=[245, 280, 264, 289]
